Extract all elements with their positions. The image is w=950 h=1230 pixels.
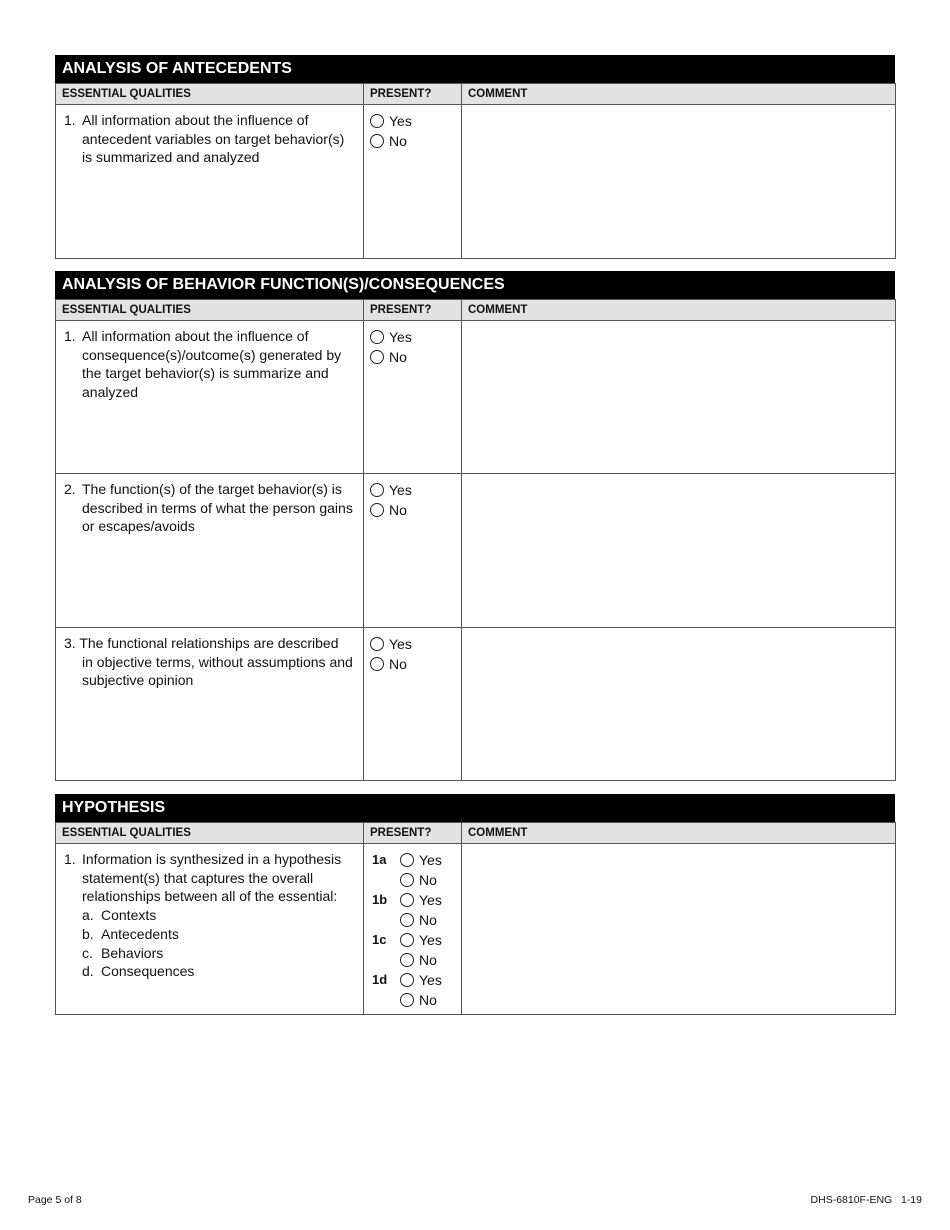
sub-letter: d.	[82, 963, 94, 980]
yes-option[interactable]	[370, 634, 455, 654]
antecedents-section	[55, 55, 895, 259]
no-label: No	[389, 348, 407, 365]
comment-field[interactable]	[462, 105, 896, 259]
present-cell	[364, 844, 462, 1015]
sub-letter: a.	[82, 907, 94, 924]
list-item	[82, 962, 357, 981]
radio-circle-icon[interactable]	[400, 973, 414, 987]
present-cell	[364, 474, 462, 628]
list-item	[82, 944, 357, 963]
radio-circle-icon[interactable]	[400, 873, 414, 887]
quality-cell	[56, 474, 364, 628]
list-item	[82, 906, 357, 925]
yes-label: Yes	[419, 891, 442, 908]
yes-label: Yes	[419, 931, 442, 948]
item-text-rest: in objective terms, without assumptions and subjective opinion	[82, 653, 353, 689]
radio-circle-icon[interactable]	[370, 503, 384, 517]
comment-field[interactable]	[462, 628, 896, 781]
option-group-label: 1b	[372, 891, 388, 907]
radio-circle-icon[interactable]	[370, 114, 384, 128]
radio-circle-icon[interactable]	[370, 657, 384, 671]
no-option[interactable]	[370, 500, 455, 520]
quality-cell	[56, 844, 364, 1015]
yes-label: Yes	[389, 481, 412, 498]
sub-item-list	[82, 906, 357, 981]
sub-letter: b.	[82, 925, 94, 942]
no-option[interactable]	[370, 347, 455, 367]
form-id: DHS-6810F-ENG 1-19	[810, 1194, 922, 1206]
behavior-title: ANALYSIS OF BEHAVIOR FUNCTION(S)/CONSEQUENCES	[55, 271, 895, 299]
item-number: 1.	[64, 112, 76, 128]
yes-label: Yes	[389, 112, 412, 129]
sub-text: Consequences	[101, 963, 195, 980]
table-row	[56, 321, 896, 474]
yes-option-1b[interactable]	[372, 890, 455, 910]
yes-option[interactable]	[370, 111, 455, 131]
present-cell	[364, 105, 462, 259]
item-text: The function(s) of the target behavior(s) is described in terms of what the person gains or escapes/avoids	[82, 481, 353, 535]
radio-circle-icon[interactable]	[400, 853, 414, 867]
no-label: No	[419, 991, 437, 1008]
quality-cell	[56, 105, 364, 259]
item-text-first-line: The functional relationships are described	[79, 635, 339, 651]
yes-option-1a[interactable]	[372, 850, 455, 870]
yes-option[interactable]	[370, 480, 455, 500]
yes-option[interactable]	[370, 327, 455, 347]
behavior-section	[55, 271, 895, 781]
option-group-label: 1d	[372, 971, 388, 987]
no-label: No	[419, 951, 437, 968]
col-header-comment: COMMENT	[462, 300, 896, 321]
no-label: No	[389, 132, 407, 149]
sub-letter: c.	[82, 944, 93, 961]
item-text: All information about the influence of consequence(s)/outcome(s) generated by the target behavior(s) is summarize and analyzed	[82, 328, 342, 401]
sub-text: Behaviors	[101, 944, 164, 961]
quality-cell	[56, 628, 364, 781]
comment-field[interactable]	[462, 321, 896, 474]
hypothesis-title: HYPOTHESIS	[55, 794, 895, 822]
item-number: 1.	[64, 328, 76, 344]
item-number: 2.	[64, 481, 76, 497]
yes-label: Yes	[419, 851, 442, 868]
option-group-label: 1a	[372, 851, 387, 867]
col-header-present: PRESENT?	[364, 823, 462, 844]
radio-circle-icon[interactable]	[370, 134, 384, 148]
no-label: No	[389, 655, 407, 672]
hypothesis-table	[55, 822, 896, 1015]
item-number: 1.	[64, 851, 76, 867]
col-header-comment: COMMENT	[462, 823, 896, 844]
comment-field[interactable]	[462, 844, 896, 1015]
col-header-qualities: ESSENTIAL QUALITIES	[56, 84, 364, 105]
radio-circle-icon[interactable]	[400, 953, 414, 967]
col-header-qualities: ESSENTIAL QUALITIES	[56, 300, 364, 321]
sub-text: Antecedents	[101, 925, 179, 942]
item-text: Information is synthesized in a hypothesis statement(s) that captures the overall relationships between all of the essential:	[82, 851, 342, 905]
no-option[interactable]	[370, 654, 455, 674]
yes-option-1d[interactable]	[372, 970, 455, 990]
radio-circle-icon[interactable]	[400, 893, 414, 907]
no-label: No	[419, 871, 437, 888]
no-label: No	[389, 501, 407, 518]
table-row	[56, 628, 896, 781]
page-number: Page 5 of 8	[28, 1194, 82, 1206]
quality-cell	[56, 321, 364, 474]
antecedents-title: ANALYSIS OF ANTECEDENTS	[55, 55, 895, 83]
col-header-comment: COMMENT	[462, 84, 896, 105]
sub-text: Contexts	[101, 907, 157, 924]
list-item	[82, 925, 357, 944]
no-option-1c[interactable]	[372, 950, 455, 970]
radio-circle-icon[interactable]	[370, 637, 384, 651]
radio-circle-icon[interactable]	[400, 993, 414, 1007]
table-row	[56, 844, 896, 1015]
yes-option-1c[interactable]	[372, 930, 455, 950]
behavior-table	[55, 299, 896, 781]
no-option-1a[interactable]	[372, 870, 455, 890]
option-group-label: 1c	[372, 931, 387, 947]
present-cell	[364, 628, 462, 781]
hypothesis-section	[55, 794, 895, 1015]
item-number: 3.	[64, 635, 76, 651]
table-row	[56, 474, 896, 628]
radio-circle-icon[interactable]	[370, 330, 384, 344]
no-option[interactable]	[370, 131, 455, 151]
radio-circle-icon[interactable]	[370, 350, 384, 364]
present-cell	[364, 321, 462, 474]
col-header-present: PRESENT?	[364, 300, 462, 321]
yes-label: Yes	[419, 971, 442, 988]
radio-circle-icon[interactable]	[370, 483, 384, 497]
comment-field[interactable]	[462, 474, 896, 628]
yes-label: Yes	[389, 328, 412, 345]
radio-circle-icon[interactable]	[400, 933, 414, 947]
no-option-1d[interactable]	[372, 990, 455, 1010]
col-header-present: PRESENT?	[364, 84, 462, 105]
no-label: No	[419, 911, 437, 928]
table-row	[56, 105, 896, 259]
no-option-1b[interactable]	[372, 910, 455, 930]
item-text: All information about the influence of antecedent variables on target behavior(s) is summarized and analyzed	[82, 112, 345, 166]
col-header-qualities: ESSENTIAL QUALITIES	[56, 823, 364, 844]
radio-circle-icon[interactable]	[400, 913, 414, 927]
antecedents-table	[55, 83, 896, 259]
yes-label: Yes	[389, 635, 412, 652]
